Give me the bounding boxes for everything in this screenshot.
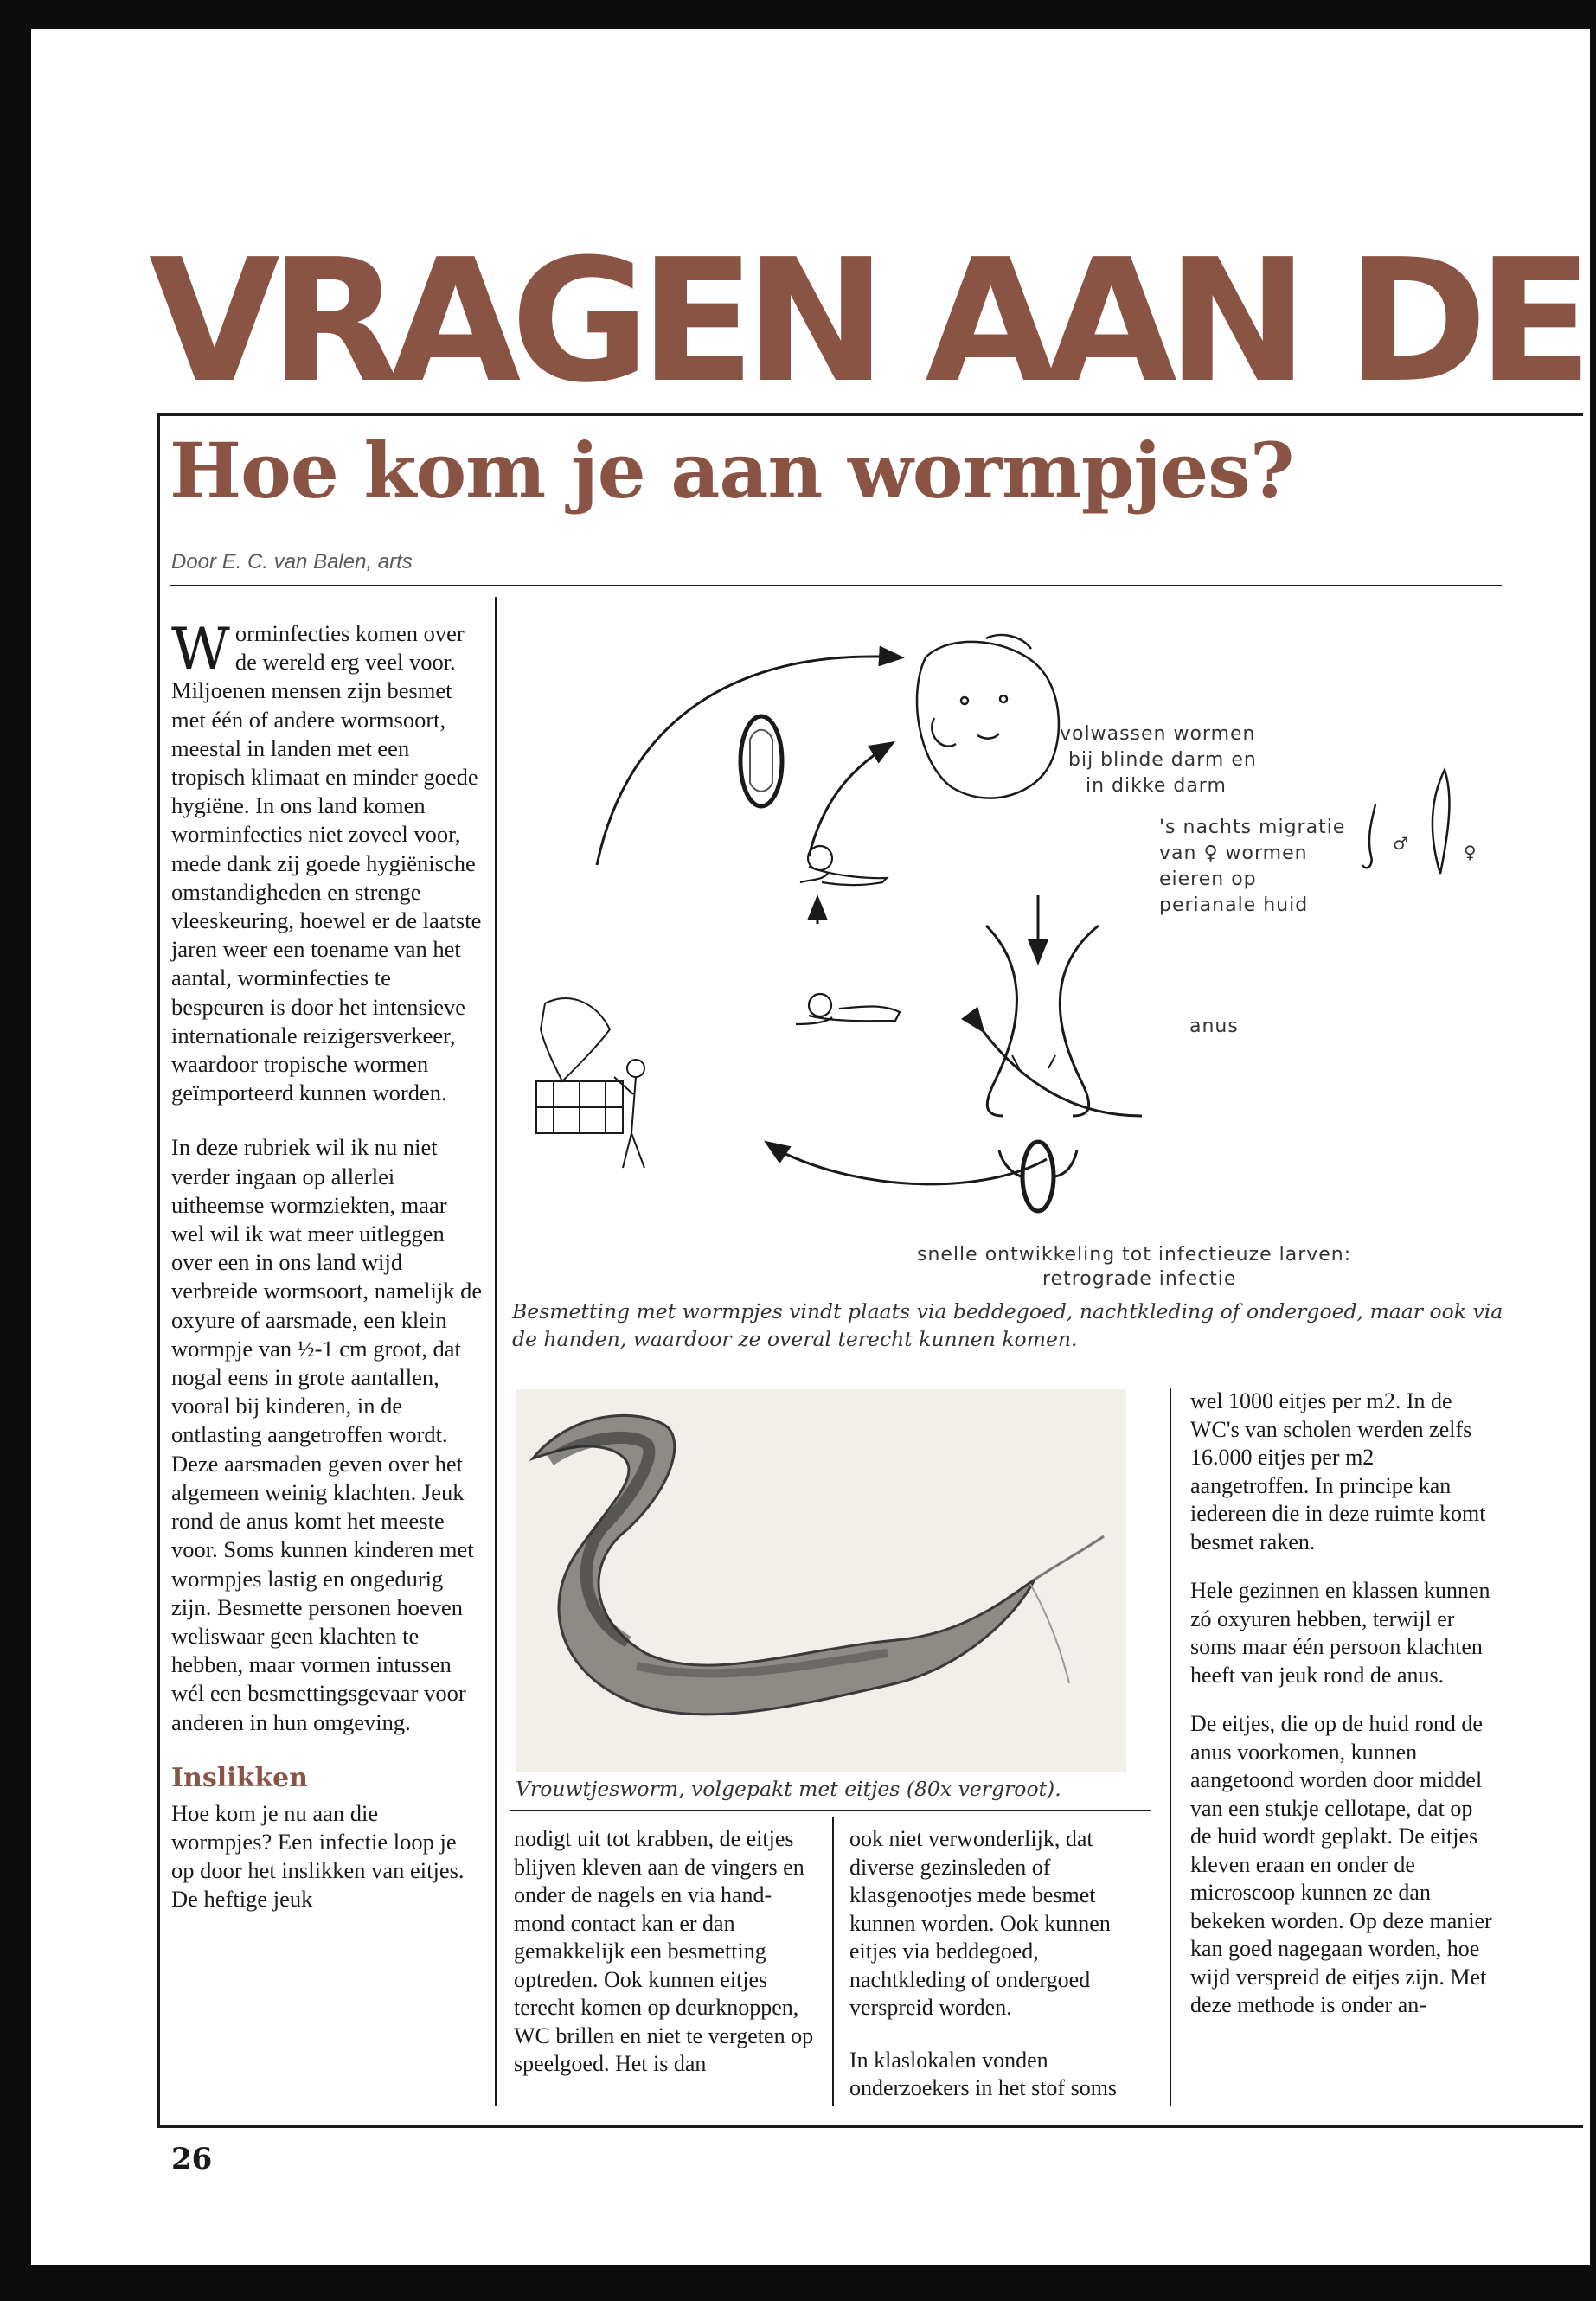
column-4 <box>1190 1388 1493 2041</box>
drop-cap: W <box>171 616 230 683</box>
scan-border-top <box>0 0 1596 29</box>
column-2-text: nodigt uit tot krabben, de eitjes blijven kleven aan de vingers en onder de nagels en via hand-mond contact kan er dan gemakkelijk een besmetting optreden. Ook kunnen eitjes terecht komen op deurknoppen, WC brillen en niet te vergeten op speelgoed. Het is dan <box>514 1826 814 2076</box>
cycle-illustration <box>502 597 1514 1289</box>
photo-caption-rule <box>510 1810 1151 1811</box>
label-larvae-1: snelle ontwikkeling tot infectieuze larven: <box>917 1244 1352 1266</box>
column-divider <box>495 597 497 2106</box>
label-male: ♂ <box>1393 833 1409 854</box>
label-anus: anus <box>1189 1016 1239 1037</box>
scan-border-left <box>0 0 31 2301</box>
intro-paragraph-1: Worminfecties komen over de wereld erg veel voor. Miljoenen mensen zijn besmet met één of andere wormsoort, meestal in landen met een tropisch klimaat en minder goede hygiëne. In ons land komen worminfecties niet zoveel voor, mede dank zij goede hygiënische omstandigheden en strenge vleeskeuring, hoewel er de laatste jaren weer een toename van het aantal, worminfecties te bespeuren is door het intensieve internationale reizigersverkeer, waardoor tropische wormen geïmporteerd kunnen worden. <box>171 616 482 1106</box>
column-divider-3 <box>1170 1388 1171 2106</box>
label-migration-2: van ♀ wormen <box>1159 843 1308 864</box>
label-adult-2: bij blinde darm en <box>1068 749 1257 771</box>
column-divider-2 <box>832 1817 834 2106</box>
byline: Door E. C. van Balen, arts <box>171 550 413 574</box>
lying-child-icon <box>796 994 900 1024</box>
byline-rule <box>170 585 1502 586</box>
column-4-paragraph-1: wel 1000 eitjes per m2. In de WC's van scholen werden zelfs 16.000 eitjes per m2 aangetroffen. In principe kan iedereen die in deze ruimte komt besmet raken. <box>1190 1388 1486 1554</box>
worm-photo <box>516 1389 1126 1772</box>
intro-column <box>171 616 484 1940</box>
page-number: 26 <box>171 2142 213 2176</box>
worm-microscope-image <box>516 1389 1126 1772</box>
label-adult-1: volwassen wormen <box>1060 723 1256 745</box>
column-3-paragraph-2: In klaslokalen vonden onderzoekers in het stof soms <box>849 2047 1118 2100</box>
scan-border-bottom <box>0 2265 1596 2301</box>
label-migration-1: 's nachts migratie <box>1159 817 1346 838</box>
column-3 <box>849 1825 1152 2127</box>
label-adult-3: in dikke darm <box>1086 775 1227 797</box>
diagram-caption: Besmetting met wormpjes vindt plaats via beddegoed, nachtkleding of ondergoed, maar ook via de handen, waardoor ze overal terecht kunnen komen. <box>512 1299 1503 1351</box>
intro-paragraph-3: Hoe kom je nu aan die wormpjes? Een infectie loop je op door het inslikken van eitjes. De heftige jeuk <box>171 1799 465 1913</box>
photo-caption: Vrouwtjesworm, volgepakt met eitjes (80x vergroot). <box>516 1777 1061 1801</box>
article-title: Hoe kom je aan wormpjes? <box>170 426 1294 516</box>
column-4-paragraph-2: Hele gezinnen en klassen kunnen zó oxyuren hebben, terwijl er soms maar één persoon klachten heeft van jeuk rond de anus. <box>1190 1578 1490 1688</box>
child-face-icon <box>917 635 1059 798</box>
worm-pair-icon <box>1362 770 1449 874</box>
cycle-arrow-child <box>809 744 891 856</box>
column-4-paragraph-3: De eitjes, die op de huid rond de anus voorkomen, kunnen aangetoond worden door middel van een stukje cellotape, dat op de huid wordt geplakt. De eitjes kleven eraan en onder de microscoop kunnen ze dan bekeken worden. Op deze manier kan goed nagegaan worden, hoe wijd verspreid de eitjes zijn. Met deze methode is onder an- <box>1190 1711 1492 2017</box>
subheading-inslikken: Inslikken <box>171 1762 308 1793</box>
label-female: ♀ <box>1464 842 1477 862</box>
bed-scene-icon <box>536 998 644 1168</box>
cycle-arrow-top <box>597 657 900 865</box>
label-migration-3: eieren op <box>1159 868 1257 890</box>
label-migration-4: perianale huid <box>1159 894 1309 916</box>
infection-cycle-diagram <box>502 597 1514 1289</box>
intro-paragraph-2: In deze rubriek wil ik nu niet verder ingaan op allerlei uitheemse wormziekten, maar wel wil ik wat meer uitleggen over een in ons land wijd verbreide wormsoort, namelijk de oxyure of aarsmade, een klein wormpje van ½-1 cm groot, dat nogal eens in grote aantallen, vooral bij kinderen, in de ontlasting aangetroffen wordt. Deze aarsmaden geven over het algemeen weinig klachten. Jeuk rond de anus komt het meeste voor. Soms kunnen kinderen met wormpjes lastig en ongedurig zijn. Besmette personen hoeven weliswaar geen klachten te hebben, maar vormen intussen wél een besmettingsgevaar voor anderen in hun omgeving. <box>171 1134 483 1735</box>
section-banner: VRAGEN AAN DE <box>149 244 1583 400</box>
column-2 <box>514 1825 817 2103</box>
egg-icon-lower <box>1022 1142 1054 1211</box>
cycle-arrow-lower <box>982 1029 1142 1116</box>
label-larvae-2: retrograde infectie <box>1042 1268 1237 1290</box>
crawling-child-icon <box>800 846 887 885</box>
column-3-paragraph-1: ook niet verwonderlijk, dat diverse gezinsleden of klasgenootjes mede besmet kunnen worden. Ook kunnen eitjes via beddegoed, nachtkleding of ondergoed verspreid worden. <box>849 1826 1111 2020</box>
